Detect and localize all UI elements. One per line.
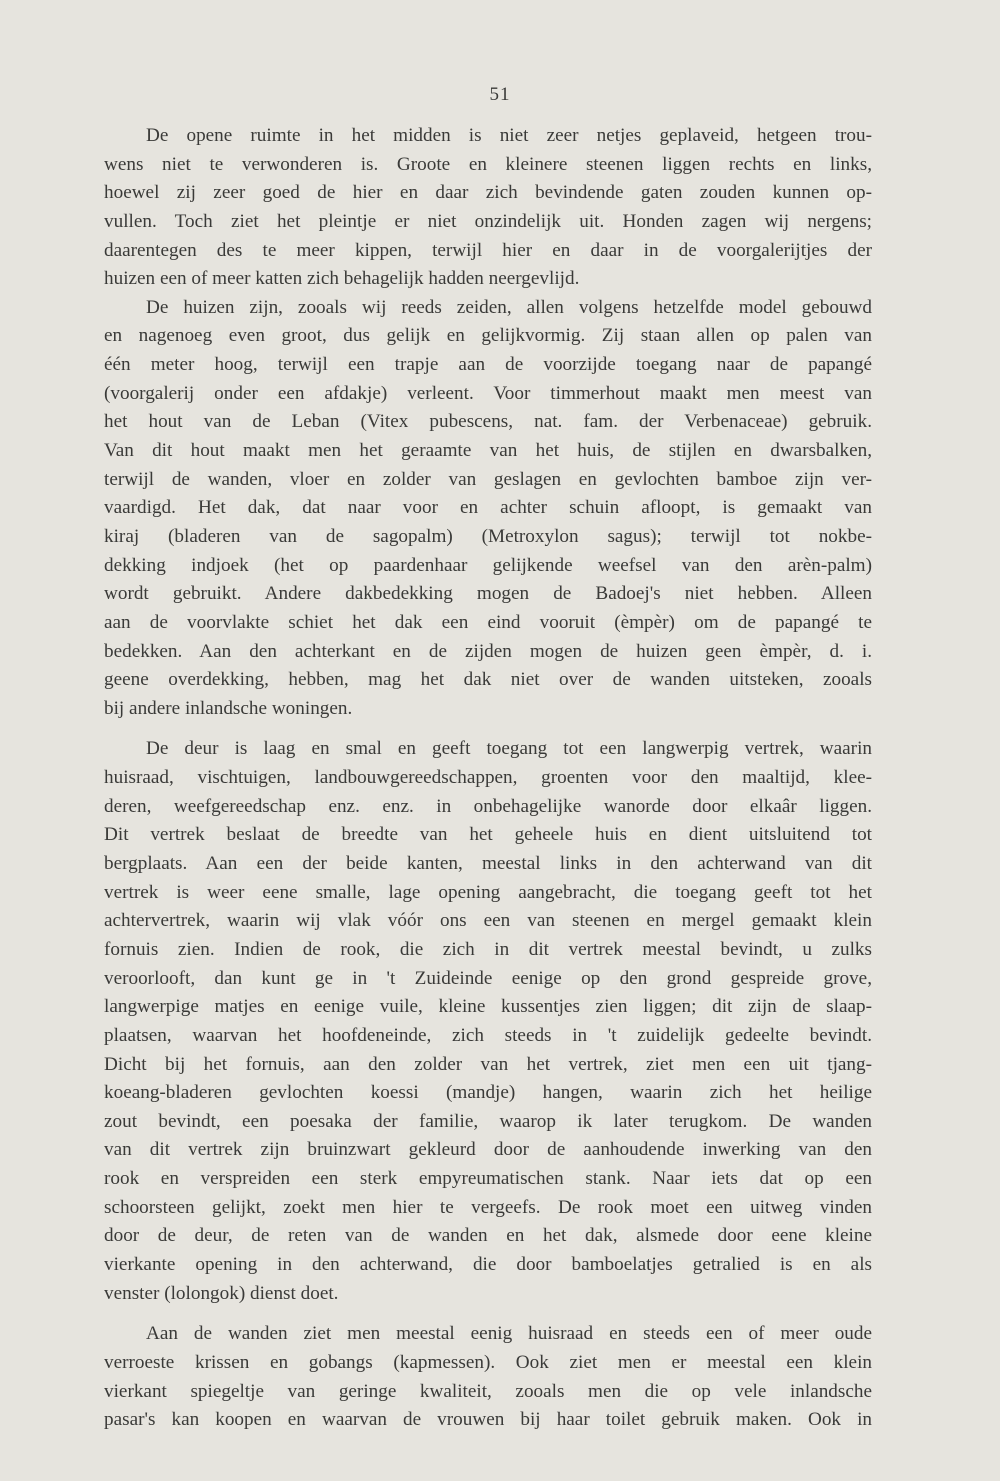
text-line: Aan de wanden ziet men meestal eenig huisraad en steeds een of meer oude — [146, 1323, 872, 1345]
text-line: door de deur, de reten van de wanden en het dak, alsmede door eene kleine — [104, 1225, 872, 1247]
text-line: hoewel zij zeer goed de hier en daar zich bevindende gaten zouden kunnen op- — [104, 182, 872, 204]
text-line: plaatsen, waarvan het hoofdeneinde, zich steeds in 't zuidelijk gedeelte bevindt. — [104, 1024, 872, 1046]
paragraph-gap — [104, 1308, 872, 1320]
text-line: De opene ruimte in het midden is niet zeer netjes geplaveid, hetgeen trou- — [146, 125, 872, 146]
text-line: wens niet te verwonderen is. Groote en kleinere steenen liggen rechts en links, — [104, 153, 872, 175]
text-line: en nagenoeg even groot, dus gelijk en gelijkvormig. Zij staan allen op palen van — [104, 325, 872, 347]
text-line: Van dit hout maakt men het geraamte van het huis, de stijlen en dwarsbalken, — [104, 440, 872, 462]
page-number: 51 — [489, 84, 511, 105]
text-line: achtervertrek, waarin wij vlak vóór ons een van steenen en mergel gemaakt klein — [104, 910, 872, 932]
text-line: bergplaats. Aan een der beide kanten, meestal links in den achterwand van dit — [104, 853, 872, 875]
text-line: wordt gebruikt. Andere dakbedekking mogen de Badoej's niet hebben. Alleen — [104, 583, 872, 605]
text-line: deren, weefgereedschap enz. enz. in onbehagelijke wanorde door elkaâr liggen. — [104, 795, 872, 817]
text-line: dekking indjoek (het op paardenhaar gelijkende weefsel van den arèn-palm) — [104, 554, 872, 576]
text-line: (voorgalerij onder een afdakje) verleent. Voor timmerhout maakt men meest van — [104, 382, 872, 404]
text-line: fornuis zien. Indien de rook, die zich in dit vertrek meestal bevindt, u zulks — [104, 938, 872, 960]
text-line: bedekken. Aan den achterkant en de zijden mogen de huizen geen èmpèr, d. i. — [104, 640, 872, 662]
text-line: het hout van de Leban (Vitex pubescens, nat. fam. der Verbenaceae) gebruik. — [104, 411, 872, 433]
text-line: rook en verspreiden een sterk empyreumatischen stank. Naar iets dat op een — [104, 1168, 872, 1190]
text-line: vertrek is weer eene smalle, lage opening aangebracht, die toegang geeft tot het — [104, 881, 872, 903]
text-line: vullen. Toch ziet het pleintje er niet onzindelijk uit. Honden zagen wij nergens; — [104, 210, 872, 232]
text-line: geene overdekking, hebben, mag het dak niet over de wanden uitsteken, zooals — [104, 669, 872, 691]
text-line: veroorlooft, dan kunt ge in 't Zuideinde eenige op den grond gespreide grove, — [104, 967, 872, 989]
text-line: huisraad, vischtuigen, landbouwgereedschappen, groenten voor den maaltijd, klee- — [104, 767, 872, 789]
text-line: schoorsteen gelijkt, zoekt men hier te vergeefs. De rook moet een uitweg vinden — [104, 1196, 872, 1218]
text-line: van dit vertrek zijn bruinzwart gekleurd door de aanhoudende inwerking van den — [104, 1139, 872, 1161]
body-text — [104, 122, 872, 1435]
text-line: De deur is laag en smal en geeft toegang tot een langwerpig vertrek, waarin — [146, 738, 872, 760]
text-line: vaardigd. Het dak, dat naar voor en achter schuin afloopt, is gemaakt van — [104, 497, 872, 519]
text-line: aan de voorvlakte schiet het dak een eind vooruit (èmpèr) om de papangé te — [104, 611, 872, 633]
paragraph-gap — [104, 723, 872, 735]
text-line: kiraj (bladeren van de sagopalm) (Metroxylon sagus); terwijl tot nokbe- — [104, 525, 872, 547]
text-line: bij andere inlandsche woningen. — [104, 697, 353, 719]
text-line: zout bevindt, een poesaka der familie, waarop ik later terugkom. De wanden — [104, 1110, 872, 1132]
text-line: Dicht bij het fornuis, aan den zolder van het vertrek, ziet men een uit tjang- — [104, 1053, 872, 1075]
text-line: vierkant spiegeltje van geringe kwaliteit, zooals men die op vele inlandsche — [104, 1380, 872, 1402]
text-line: koeang-bladeren gevlochten koessi (mandje) hangen, waarin zich het heilige — [104, 1082, 872, 1104]
text-line: één meter hoog, terwijl een trapje aan de voorzijde toegang naar de papangé — [104, 354, 872, 376]
text-line: pasar's kan koopen en waarvan de vrouwen bij haar toilet gebruik maken. Ook in — [104, 1409, 872, 1431]
text-line: daarentegen des te meer kippen, terwijl hier en daar in de voorgalerijtjes der — [104, 239, 872, 261]
text-line: terwijl de wanden, vloer en zolder van geslagen en gevlochten bamboe zijn ver- — [104, 468, 872, 490]
text-line: venster (lolongok) dienst doet. — [104, 1282, 339, 1304]
text-line: langwerpige matjes en eenige vuile, kleine kussentjes zien liggen; dit zijn de slaap- — [104, 996, 872, 1018]
text-line: verroeste krissen en gobangs (kapmessen). Ook ziet men er meestal een klein — [104, 1351, 872, 1373]
text-line: Dit vertrek beslaat de breedte van het geheele huis en dient uitsluitend tot — [104, 824, 872, 846]
text-line: huizen een of meer katten zich behagelijk hadden neergevlijd. — [104, 268, 580, 290]
text-line: vierkante opening in den achterwand, die door bamboelatjes getralied is en als — [104, 1253, 872, 1275]
text-line: De huizen zijn, zooals wij reeds zeiden, allen volgens hetzelfde model gebouwd — [146, 296, 872, 318]
